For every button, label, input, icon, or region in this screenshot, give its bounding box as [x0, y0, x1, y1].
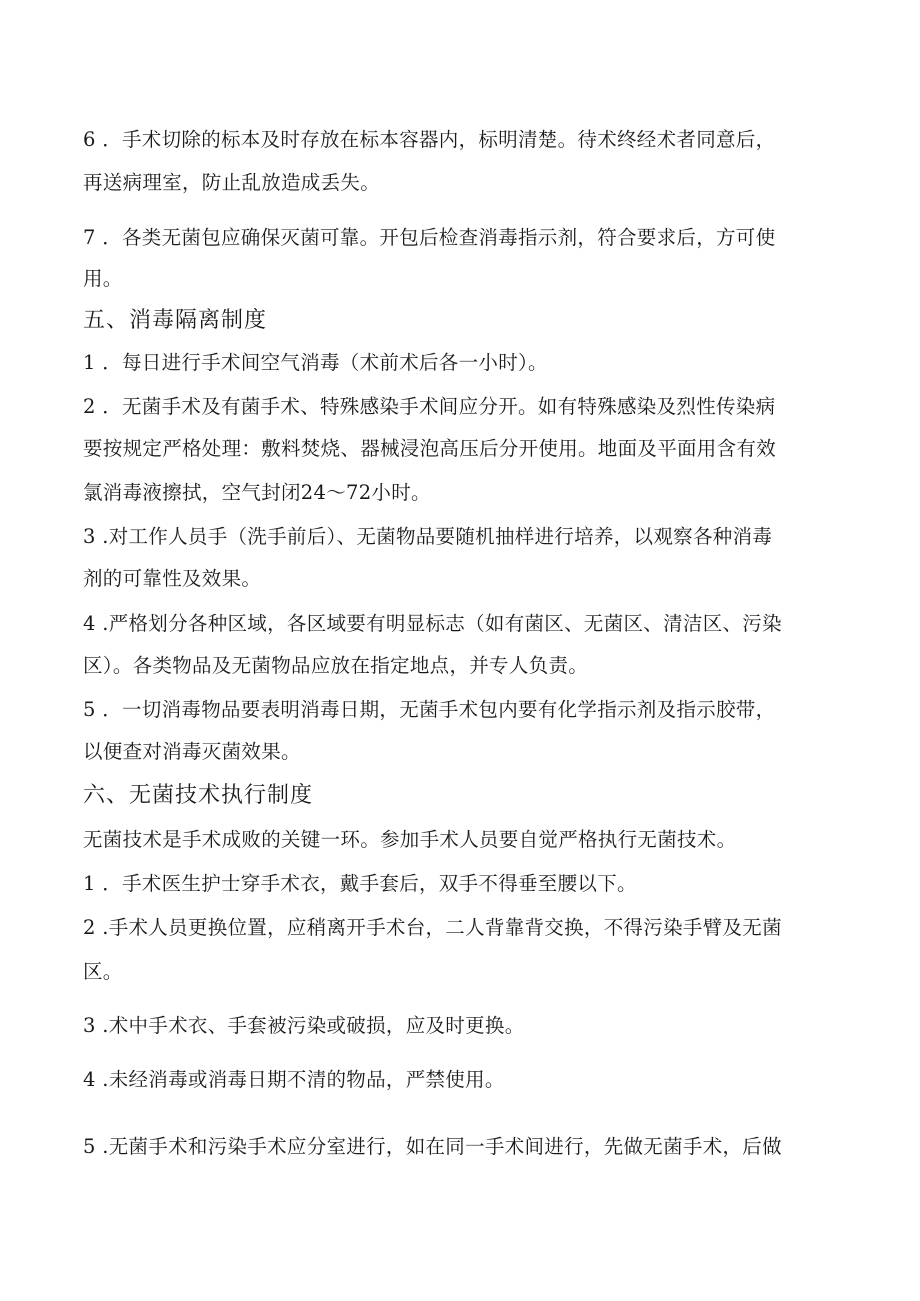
- paragraph-line: 3 .对工作人员手（洗手前后）、无菌物品要随机抽样进行培养，以观察各种消毒: [83, 525, 773, 548]
- paragraph-line: 2 ．无菌手术及有菌手术、特殊感染手术间应分开。如有特殊感染及烈性传染病: [83, 395, 776, 418]
- paragraph-line: 以便查对消毒灭菌效果。: [83, 740, 301, 763]
- paragraph-line: 氯消毒液擦拭，空气封闭24～72小时。: [83, 481, 431, 504]
- paragraph-line: 无菌技术是手术成败的关键一环。参加手术人员要自觉严格执行无菌技术。: [83, 828, 737, 851]
- section-heading: 五、消毒隔离制度: [83, 308, 268, 333]
- paragraph-line: 用。: [83, 267, 123, 290]
- paragraph-line: 5 .无菌手术和污染手术应分室进行，如在同一手术间进行，先做无菌手术，后做: [83, 1135, 782, 1158]
- paragraph-line: 要按规定严格处理：敷料焚烧、器械浸泡高压后分开使用。地面及平面用含有效: [83, 437, 777, 460]
- paragraph-line: 区）。各类物品及无菌物品应放在指定地点，并专人负责。: [83, 654, 589, 677]
- paragraph-line: 4 .未经消毒或消毒日期不清的物品，严禁使用。: [83, 1068, 505, 1091]
- paragraph-line: 1 ．手术医生护士穿手术衣，戴手套后，双手不得垂至腰以下。: [83, 872, 637, 895]
- section-heading: 六、无菌技术执行制度: [83, 783, 314, 808]
- paragraph-line: 再送病理室，防止乱放造成丢失。: [83, 171, 381, 194]
- paragraph-line: 4 .严格划分各种区域，各区域要有明显标志（如有菌区、无菌区、清洁区、污染: [83, 612, 782, 635]
- paragraph-line: 2 .手术人员更换位置，应稍离开手术台，二人背靠背交换，不得污染手臂及无菌: [83, 916, 782, 939]
- paragraph-line: 区。: [83, 960, 123, 983]
- paragraph-line: 1 ．每日进行手术间空气消毒（术前术后各一小时）。: [83, 351, 548, 374]
- paragraph-line: 7 ．各类无菌包应确保灭菌可靠。开包后检查消毒指示剂，符合要求后，方可使: [83, 226, 776, 249]
- paragraph-line: 剂的可靠性及效果。: [83, 567, 262, 590]
- paragraph-line: 6 ．手术切除的标本及时存放在标本容器内，标明清楚。待术终经术者同意后，: [83, 128, 776, 151]
- paragraph-line: 5 ．一切消毒物品要表明消毒日期，无菌手术包内要有化学指示剂及指示胶带，: [83, 698, 776, 721]
- paragraph-line: 3 .术中手术衣、手套被污染或破损，应及时更换。: [83, 1014, 525, 1037]
